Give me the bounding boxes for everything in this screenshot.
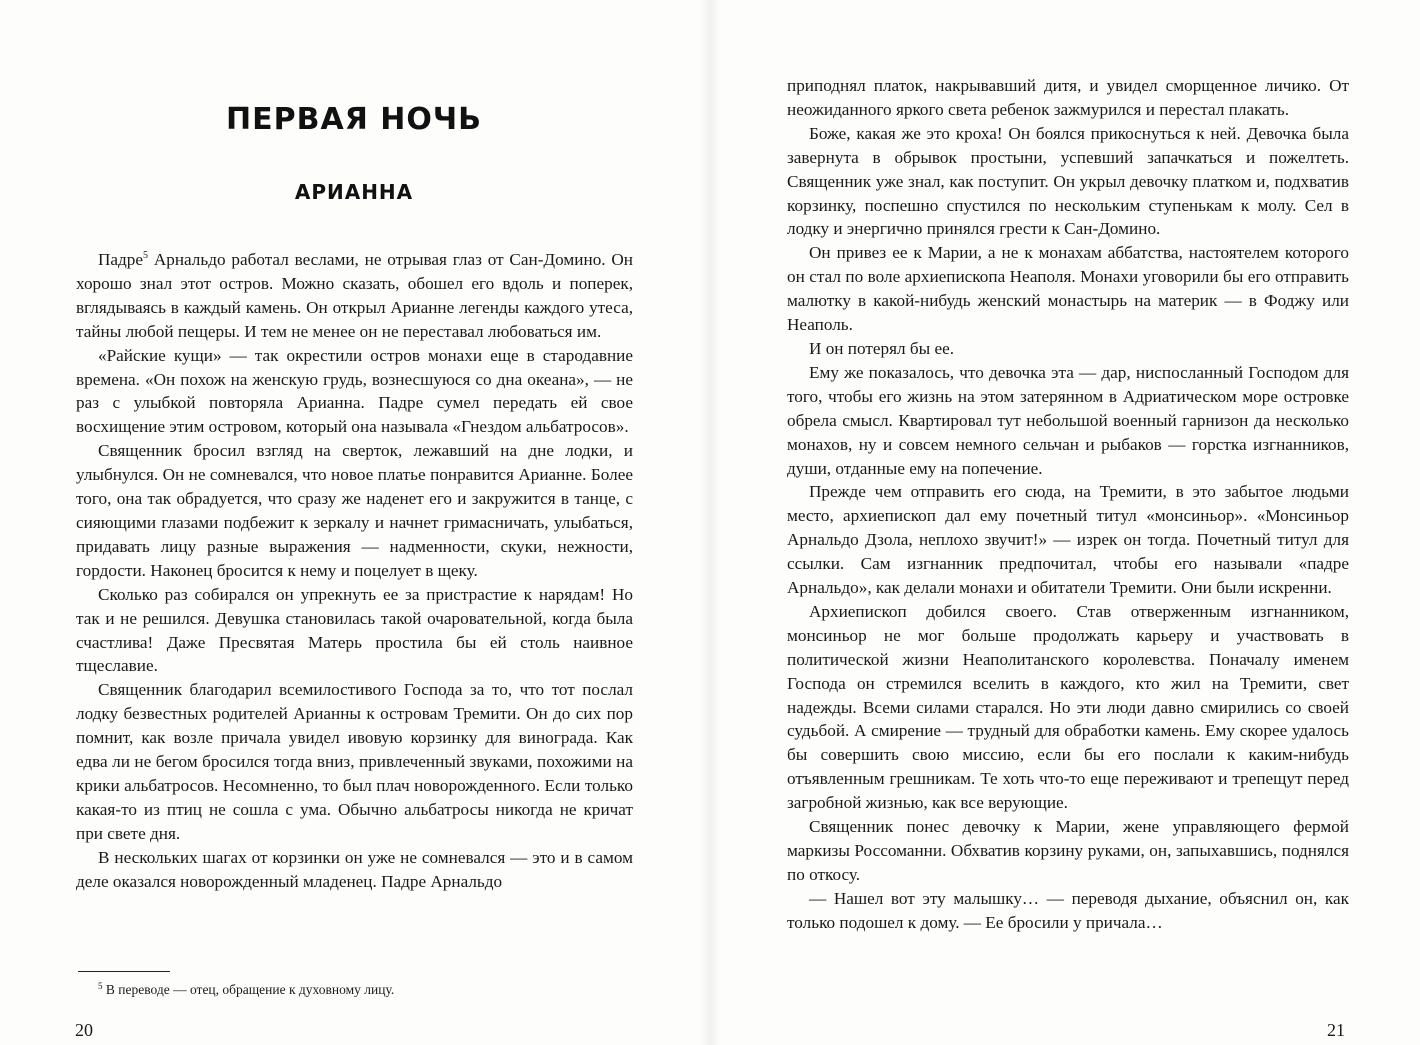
footnote-text: В переводе — отец, обращение к духовному лицу. (102, 982, 395, 997)
paragraph: — Нашел вот эту малышку… — переводя дыхание, объяснил он, как только подошел к дому. — Ее бросили у причала… (787, 888, 1349, 932)
paragraph-lead-word: Падре (98, 250, 144, 269)
paragraph: «Райские кущи» — так окрестили остров монахи еще в стародавние времена. «Он похож на женскую грудь, вознесшуюся со дна океана», — не раз с улыбкой повторяла Арианна. Падре сумел передать ей свое восхищение этим островом, который она называла «Гнездом альбатросов». (76, 345, 633, 437)
page-number-right: 21 (1327, 1020, 1345, 1040)
footnote-mark: 5 (98, 981, 103, 991)
footnote-divider (78, 971, 170, 972)
paragraph: Сколько раз собирался он упрекнуть ее за пристрастие к нарядам! Но так и не решился. Девушка становилась такой очаровательной, когда была счастлива! Даже Пресвятая Матерь простила бы ей столь наивное тщеславие. (76, 584, 633, 676)
footnote-reference[interactable]: 5 (143, 250, 149, 261)
paragraph: Боже, какая же это кроха! Он боялся прикоснуться к ней. Девочка была завернута в обрывок простыни, успевший запачкаться и пожелтеть. Священник уже знал, как поступит. Он укрыл девочку платком и, подхватив корзинку, поспешно спустился по нескольким ступенькам к молу. Сел в лодку и энергично принялся грести к Сан-Домино. (787, 123, 1349, 239)
paragraph: Священник понес девочку к Марии, жене управляющего фермой маркизы Россоманни. Обхватив корзину руками, он, запыхавшись, поднялся по откосу. (787, 817, 1349, 884)
paragraph-continuation: приподнял платок, накрывавший дитя, и увидел сморщенное личико. От неожиданного яркого света ребенок зажмурился и перестал плакать. (787, 76, 1349, 119)
paragraph: В нескольких шагах от корзинки он уже не сомневался — это и в самом деле оказался новорожденный младенец. Падре Арнальдо (76, 847, 633, 891)
right-page-body (787, 74, 1349, 935)
paragraph (76, 248, 633, 344)
paragraph: Архиепископ добился своего. Став отверженным изгнанником, монсиньор не мог больше продолжать карьеру и участвовать в политической жизни Неаполитанского королевства. Поначалу именем Господа он стремился вселить в каждого, кто жил на Тремити, свет надежды. Всеми силами старался. Но эти люди давно смирились со своей судьбой. А смирение — трудный для обработки камень. Ему скорее удалось бы совершить свою миссию, если бы его послали к каким-нибудь отъявленным грешникам. Те хоть что-то еще переживают и трепещут перед загробной жизнью, как все верующие. (787, 601, 1349, 813)
paragraph: И он потерял бы ее. (809, 338, 955, 358)
chapter-subtitle: АРИАННА (294, 180, 414, 204)
right-page (710, 0, 1420, 1045)
paragraph: Священник благодарил всемилостивого Господа за то, что тот послал лодку безвестных родителей Арианны к островам Тремити. Он до сих пор помнит, как возле причала увидел ивовую корзинку для винограда. Как едва ли не бегом бросился тогда вниз, привлеченный звуками, похожими на крики альбатросов. Несомненно, то был плач новорожденного. Если только какая-то из птиц не сошла с ума. Обычно альбатросы никогда не кричат при свете дня. (76, 680, 633, 843)
chapter-title: ПЕРВАЯ НОЧЬ (226, 102, 482, 137)
paragraph: Прежде чем отправить его сюда, на Тремити, в это забытое людьми место, архиепископ дал ему почетный титул «монсиньор». «Монсиньор Арнальдо Дзола, неплохо звучит!» — изрек он тогда. Почетный титул для ссылки. Сам изгнанник предпочитал, чтобы его называли «падре Арнальдо», как делали монахи и обитатели Тремити. Они были искренни. (787, 482, 1349, 598)
paragraph: Ему же показалось, что девочка эта — дар, ниспосланный Господом для того, чтобы его жизнь на этом затерянном в Адриатическом море островке обрела смысл. Квартировал тут небольшой военный гарнизон да несколько монахов, ну и совсем немного сельчан и рыбаков — горстка изгнанников, души, отданные ему на попечение. (787, 362, 1349, 478)
left-page-body (76, 248, 633, 893)
footnote (98, 981, 618, 999)
paragraph-text: Арнальдо работал веслами, не отрывая глаз от Сан-Домино. Он хорошо знал этот остров. Можно сказать, обошел его вдоль и поперек, вглядываясь в каждый камень. Он открыл Арианне легенды каждого утеса, тайны любой пещеры. И тем не менее он не переставал любоваться им. (76, 250, 633, 341)
paragraph: Он привез ее к Марии, а не к монахам аббатства, настоятелем которого он стал по воле архиепископа Неаполя. Монахи уговорили бы его отправить малютку в какой-нибудь женский монастырь на материк — в Фоджу или Неаполь. (787, 243, 1349, 335)
page-number-left: 20 (75, 1020, 93, 1040)
paragraph: Священник бросил взгляд на сверток, лежавший на дне лодки, и улыбнулся. Он не сомневался, что новое платье понравится Арианне. Более того, она так обрадуется, что сразу же наденет его и закружится в танце, с сияющими глазами подбежит к зеркалу и начнет гримасничать, улыбаться, придавать лицу разные выражения — надменности, скуки, нежности, гордости. Наконец бросится к нему и поцелует в щеку. (76, 441, 633, 580)
left-page (0, 0, 708, 1045)
